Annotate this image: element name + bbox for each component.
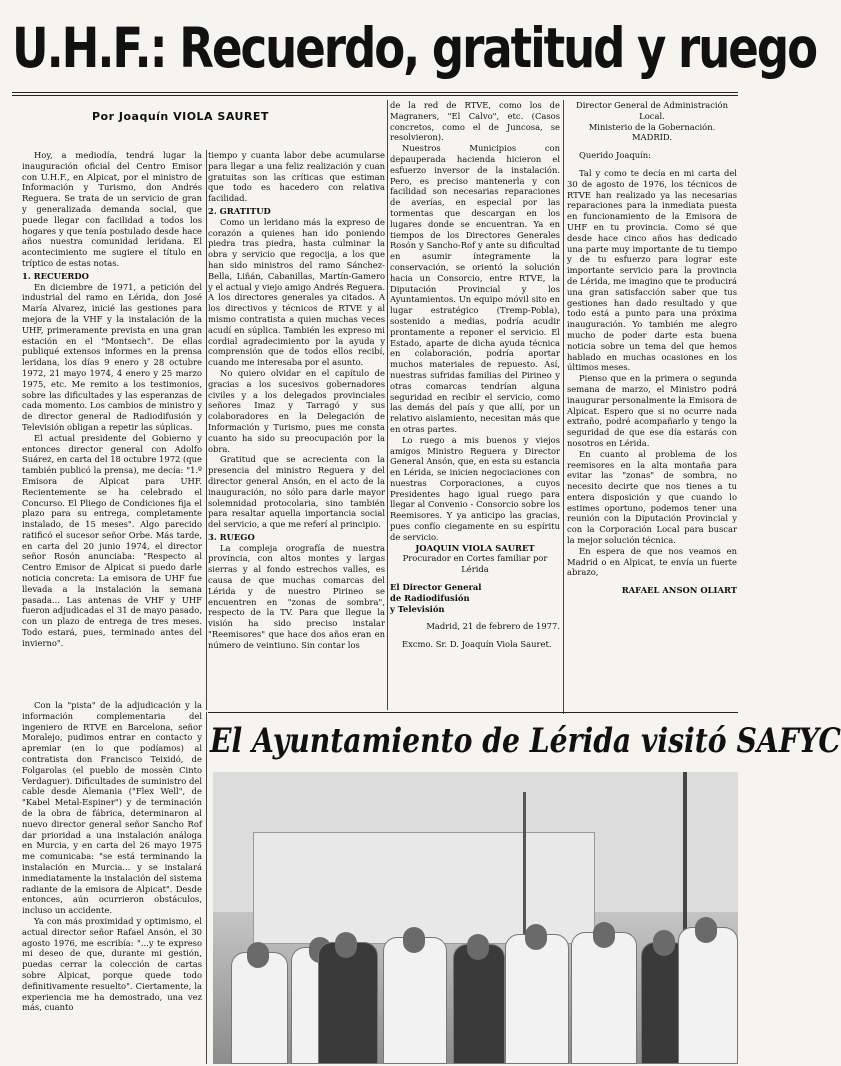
section-heading-gratitud: 2. GRATITUD — [208, 205, 271, 216]
letter-sender: y Televisión — [390, 603, 445, 614]
photo-person-head — [593, 922, 615, 948]
paragraph: Pienso que en la primera o segunda semana de marzo, el Ministro podrá inaugurar personalmente la Emisora de Alpicat. Espero que si no ocurre nada extraño, podré acompañarlo y tengo la seguridad de que ese día estarás con nosotros en Lérida. — [567, 373, 737, 448]
letter-signature: RAFAEL ANSON OLIART — [621, 585, 737, 596]
paragraph: Hoy, a mediodía, tendrá lugar la inauguración oficial del Centro Emisor con U.H.F., en Alpicat, por el ministro de Información y Turismo, don Andrés Reguera. Se trata de un servicio de gran y generalizada demanda social, que puede llegar con facilidad a todos los hogares y que tenía postulado desde hace años nuestra comunidad leridana. El acontecimiento me sugiere el título en tríptico de estas notas. — [22, 150, 202, 268]
paragraph: En cuanto al problema de los reemisores en la alta montaña para evitar las "zonas" de sombra, no necesito decirte que nos tienes a tu entera disposición y que cuando lo estimes oportuno, podemos tener una reunión con la Diputación Provincial y con la Corporación Local para buscar la mejor solución técnica. — [567, 448, 737, 546]
column-3 — [390, 100, 560, 714]
paragraph: La compleja orografía de nuestra provincia, con altos montes y largas sierras y al fondo estrechos valles, es causa de que muchas comarcas del Lérida y de nuestro Pirineo se encuentren en "zonas de sombra", respecto de la TV. Para que llegue la visión ha sido preciso instalar "Reemisores" que hace dos años eran en número de veintiuno. Sin contar los — [208, 542, 385, 650]
photo-person-head — [653, 930, 675, 956]
photo-person — [231, 952, 288, 1064]
photo-person — [383, 937, 447, 1064]
sub-headline: El Ayuntamiento de Lérida visitó SAFYC — [210, 721, 841, 761]
photo-person — [318, 942, 378, 1064]
paragraph: de la red de RTVE, como los de Magraners, "El Calvo", etc. (Casos concretos, como el de Juncosa, se resolvieron). — [390, 100, 560, 143]
letter-greeting: Querido Joaquín: — [579, 150, 652, 161]
column-divider — [206, 712, 207, 1064]
signature-name: JOAQUIN VIOLA SAURET — [415, 542, 535, 553]
photo-person-head — [247, 942, 269, 968]
column-divider — [387, 100, 388, 710]
column-divider — [206, 150, 207, 710]
paragraph: En espera de que nos veamos en Madrid o en Alpicat, te envía un fuerte abrazo, — [567, 545, 737, 578]
photo-antenna-mast — [523, 792, 526, 942]
letter-address: MADRID. — [631, 132, 673, 143]
paragraph: tiempo y cuanta labor debe acumularse para llegar a una feliz realización y cuan gratuitas son las críticas que estiman que todo es hacedero con relativa facilidad. — [208, 150, 385, 204]
photo-person — [505, 934, 569, 1064]
signature-role: Procurador en Cortes familiar por Lérida — [402, 553, 548, 575]
photo-person — [571, 932, 637, 1064]
byline: Por Joaquín VIOLA SAURET — [92, 110, 269, 123]
letter-recipient: Excmo. Sr. D. Joaquín Viola Sauret. — [402, 639, 552, 650]
letter-date: Madrid, 21 de febrero de 1977. — [426, 621, 560, 632]
paragraph: El actual presidente del Gobierno y entonces director general con Adolfo Suárez, en carta del 18 octubre 1972 (que también publicó la prensa), me decía: "1.º Emisora de Alpicat para UHF. Recientemente se ha celebrado el Concurso. El Pliego de Condiciones fija el plazo para su entrega, completamente instalado, de 15 meses". Algo parecido ratificó el sucesor señor Orbe. Más tarde, en carta del 20 junio 1974, el director señor Rosón anunciaba: "Respecto al Centro Emisor de Alpicat si puedo darle noticia concreta: La emisora de UHF fue llevada a la instalación la semana pasada... Las antenas de VHF y UHF fueron adjudicadas el 31 de mayo pasado, con un plazo de entrega de tres meses. Todo estará, pues, terminado antes del invierno". — [22, 432, 202, 648]
section-heading-recuerdo: 1. RECUERDO — [22, 270, 89, 281]
photo-person-head — [403, 927, 425, 953]
column-4 — [567, 100, 737, 714]
photo-person-head — [335, 932, 357, 958]
headline-rule — [12, 92, 738, 93]
letter-address: Director General de Administración Local. — [576, 100, 728, 121]
paragraph: Como un leridano más la expreso de corazón a quienes han ido poniendo piedra tras piedra, hasta culminar la obra y servicio que regocija, a los que han sido ministros del ramo Sánchez-Bella, Liñán, Cabanillas, Martín-Gamero y el actual y viejo amigo Andrés Reguera. A los directores generales ya citados. A los directivos y técnicos de RTVE y al mismo contratista a quien muchas veces acudí en súplica. También les expreso mi cordial agradecimiento por la ayuda y comprensión que de todos ellos recibí, cuando me interesaba por el asunto. — [208, 216, 385, 368]
column-divider — [563, 100, 564, 714]
column-2 — [208, 150, 385, 710]
paragraph: Tal y como te decía en mi carta del 30 de agosto de 1976, los técnicos de RTVE han realizado ya las necesarias reparaciones para la inmediata puesta en funcionamiento de la Emisora de UHF en tu provincia. Como sé que desde hace cinco años has dedicado una parte muy importante de tu tiempo y de tu esfuerzo para lograr este importante servicio para la provincia de Lérida, me imagino que te producirá una gran satisfacción saber que tus gestiones han dado resultado y que todo está a punto para una próxima inauguración. Yo también me alegro mucho de poder darte esta buena noticia sobre un tema del que hemos hablado en muchas ocasiones en los últimos meses. — [567, 167, 737, 373]
paragraph: Ya con más proximidad y optimismo, el actual director señor Rafael Ansón, el 30 agosto 1976, me escribía: "...y te expreso mi deseo de que, durante mi gestión, puedas cerrar la colección de cartas sobre Alpicat, porque quede todo definitivamente resuelto". Ciertamente, la experiencia me ha demostrado, una vez más, cuanto — [22, 915, 202, 1013]
paragraph: Lo ruego a mis buenos y viejos amigos Ministro Reguera y Director General Ansón, que, en esta su estancia en Lérida, se inicien negociaciones con nuestras Corporaciones, a cuyos Presidentes hago igual ruego para llegar al Convenio - Consorcio sobre los Reemisores. Y ya anticipo las gracias, pues confío ciegamente en su espíritu de servicio. — [390, 434, 560, 542]
headline: U.H.F.: Recuerdo, gratitud y ruego — [12, 16, 817, 80]
group-photo — [213, 772, 738, 1064]
letter-address: Ministerio de la Gobernación. — [588, 121, 716, 132]
photo-person — [453, 944, 505, 1064]
paragraph: Nuestros Municipios con depauperada hacienda hicieron el esfuerzo inversor de la instalación. Pero, es preciso mantenerla y con facilidad son necesarias reparaciones de averías, en especial por las tormentas que descargan en los lugares donde se encuentran. Ya en tiempos de los Directores Generales Rosón y Sancho-Rof y ante su dificultad en asumir íntegramente la conservación, se orientó la solución hacia un Consorcio, entre RTVE, la Diputación Provincial y los Ayuntamientos. Un equipo móvil sito en lugar estratégico (Tremp-Pobla), sostenido a medias, podría acudir prontamente a reponer el servicio. El Estado, aparte de dicha ayuda técnica en colaboración, podría aportar muchos materiales de repuesto. Así, nuestras sufridas familias del Pirineo y otras comarcas tendrían alguna seguridad en recibir el servicio, como las demás del país y que allí, por un relativo aislamiento, necesitan más que en otras partes. — [390, 143, 560, 434]
photo-person — [678, 927, 738, 1064]
section-rule — [208, 712, 738, 713]
column-1-continued — [22, 700, 202, 1062]
letter-sender: de Radiodifusión — [390, 592, 470, 603]
headline-rule-2 — [12, 95, 738, 96]
photo-person-head — [525, 924, 547, 950]
paragraph: Con la "pista" de la adjudicación y la información complementaria del ingeniero de RTVE en Barcelona, señor Moralejo, pudimos entrar en contacto y apremiar (en lo que podíamos) al contratista don Francisco Teixidó, de Folgarolas (el pueblo de mossèn Cinto Verdaguer). Dificultades de suministro del cable desde Alemania ("Flex Well", de "Kabel Metal-Espiner") y de terminación de la obra de fábrica, determinaron al nuevo director general señor Sancho Rof dar prioridad a una instalación análoga en Murcia, y en carta del 26 mayo 1975 me comunicaba: "se está terminando la instalación en Murcia... y se instalará inmediatamente la instalación del sistema radiante de la emisora de Alpicat". Desde entonces, aún ocurrieron obstáculos, incluso un accidente. — [22, 700, 203, 916]
letter-sender: El Director General — [390, 582, 482, 593]
photo-person-head — [695, 917, 717, 943]
column-1 — [22, 150, 202, 697]
photo-person-head — [467, 934, 489, 960]
section-heading-ruego: 3. RUEGO — [208, 531, 255, 542]
paragraph: Gratitud que se acrecienta con la presencia del ministro Reguera y del director general Ansón, en el acto de la inauguración, no sólo para darle mayor solemnidad protocolaria, sino también para resaltar aquella importancia social del servicio, a que me referí al principio. — [208, 454, 385, 530]
paragraph: No quiero olvidar en el capítulo de gracias a los sucesivos gobernadores civiles y a los delegados provinciales señores Imaz y Tarragó y sus colaboradores en la Delegación de Información y Turismo, pues me consta cuanto ha sido su preocupación por la obra. — [208, 367, 385, 454]
paragraph: En diciembre de 1971, a petición del industrial del ramo en Lérida, don José María Alvarez, inicié las gestiones para mejora de la VHF y la instalación de la UHF, primeramente prevista en una gran estación en el "Montsech". De ellas publiqué extensos informes en la prensa leridana, los días 9 enero y 28 octubre 1972, 21 mayo 1974, 4 enero y 25 marzo 1975, etc. Me remito a los testimonios, sobre las dificultades y las esperanzas de cada momento. Los cambios de ministro y de director general de Radiodifusión y Televisión obligan a repetir las súplicas. — [22, 281, 202, 432]
